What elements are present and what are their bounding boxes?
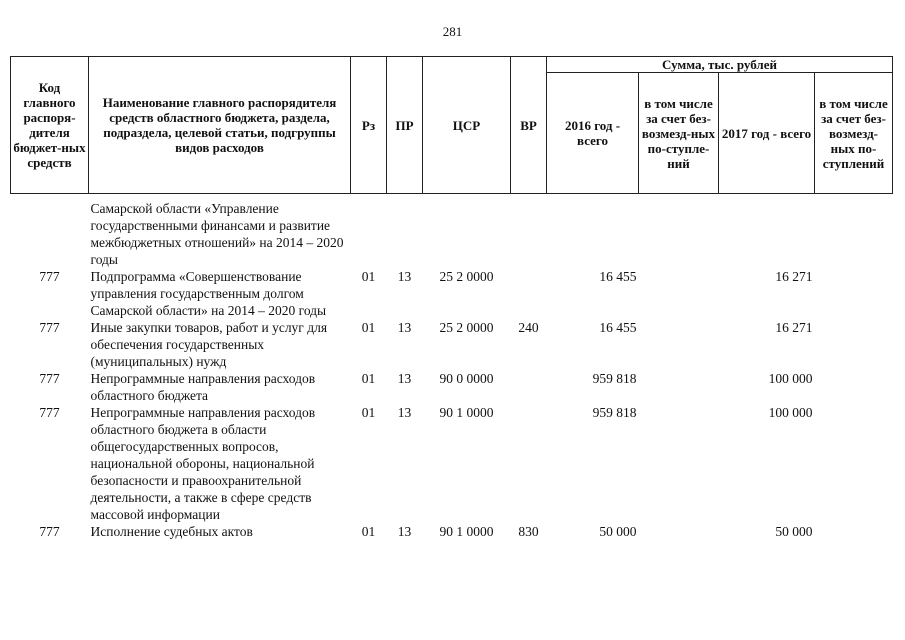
cell-2017-total: 16 271 bbox=[775, 269, 813, 284]
header-2017-grants: в том числе за счет без-возмезд-ных по-ступлений bbox=[815, 73, 893, 194]
cell-2016-total: 16 455 bbox=[599, 269, 637, 284]
cell-pr bbox=[387, 200, 423, 268]
cell-2017-grants bbox=[815, 319, 893, 370]
cell-2016-grants bbox=[639, 319, 719, 370]
cell-pr: 13 bbox=[397, 405, 412, 420]
cell-vr: 240 bbox=[518, 320, 539, 335]
table-row bbox=[11, 523, 893, 540]
cell-2017-total: 50 000 bbox=[775, 524, 813, 539]
cell-2017-grants bbox=[815, 200, 893, 268]
cell-name: Исполнение судебных актов bbox=[90, 524, 253, 539]
cell-2017-total: 100 000 bbox=[768, 371, 813, 386]
cell-2016-total: 16 455 bbox=[599, 320, 637, 335]
table-row bbox=[11, 404, 893, 523]
cell-vr bbox=[511, 200, 547, 268]
cell-2016-grants bbox=[639, 370, 719, 404]
cell-csr bbox=[423, 200, 511, 268]
header-pr: ПР bbox=[387, 57, 423, 194]
cell-csr: 90 1 0000 bbox=[439, 405, 494, 420]
header-2017-total: 2017 год - всего bbox=[719, 73, 815, 194]
cell-name: Самарской области «Управление государственными финансами и развитие межбюджетных отношений» на 2014 – 2020 годы bbox=[90, 201, 344, 267]
table-row bbox=[11, 370, 893, 404]
header-2016-grants: в том числе за счет без-возмезд-ных по-ступле-ний bbox=[639, 73, 719, 194]
cell-2016-grants bbox=[639, 268, 719, 319]
cell-code: 777 bbox=[39, 524, 60, 539]
header-rz: Рз bbox=[351, 57, 387, 194]
cell-code bbox=[11, 200, 89, 268]
header-sum-group: Сумма, тыс. рублей bbox=[547, 57, 893, 73]
header-code: Код главного распоря-дителя бюджет-ных средств bbox=[11, 57, 89, 194]
header-csr: ЦСР bbox=[423, 57, 511, 194]
cell-rz: 01 bbox=[361, 405, 376, 420]
cell-2017-grants bbox=[815, 523, 893, 540]
header-name: Наименование главного распорядителя средств областного бюджета, раздела, подраздела, целевой статьи, подгруппы видов расходов bbox=[89, 57, 351, 194]
cell-2016-grants bbox=[639, 404, 719, 523]
cell-csr: 90 0 0000 bbox=[439, 371, 494, 386]
cell-pr: 13 bbox=[397, 320, 412, 335]
table-header bbox=[11, 57, 893, 194]
cell-code: 777 bbox=[39, 320, 60, 335]
table-body bbox=[11, 194, 893, 541]
cell-vr bbox=[511, 370, 547, 404]
cell-rz: 01 bbox=[361, 371, 376, 386]
cell-2017-total: 16 271 bbox=[775, 320, 813, 335]
cell-2016-total: 50 000 bbox=[599, 524, 637, 539]
cell-name: Непрограммные направления расходов областного бюджета в области общегосударственных вопросов, национальной обороны, национальной безопасности и правоохранительной деятельности, а также в сфере средств массовой информации bbox=[90, 405, 316, 522]
cell-2017-total bbox=[719, 200, 815, 268]
cell-vr bbox=[511, 268, 547, 319]
cell-code: 777 bbox=[39, 371, 60, 386]
cell-name: Непрограммные направления расходов областного бюджета bbox=[90, 371, 316, 403]
cell-csr: 90 1 0000 bbox=[439, 524, 494, 539]
table-row bbox=[11, 319, 893, 370]
cell-2017-grants bbox=[815, 404, 893, 523]
cell-csr: 25 2 0000 bbox=[439, 269, 494, 284]
cell-rz: 01 bbox=[361, 524, 376, 539]
cell-2016-grants bbox=[639, 523, 719, 540]
budget-table bbox=[10, 56, 893, 540]
cell-csr: 25 2 0000 bbox=[439, 320, 494, 335]
cell-2017-grants bbox=[815, 268, 893, 319]
cell-2017-total: 100 000 bbox=[768, 405, 813, 420]
cell-pr: 13 bbox=[397, 269, 412, 284]
cell-2016-total: 959 818 bbox=[592, 371, 637, 386]
cell-pr: 13 bbox=[397, 371, 412, 386]
cell-rz: 01 bbox=[361, 269, 376, 284]
cell-rz: 01 bbox=[361, 320, 376, 335]
header-vr: ВР bbox=[511, 57, 547, 194]
cell-2016-grants bbox=[639, 200, 719, 268]
table-row bbox=[11, 200, 893, 268]
cell-rz bbox=[351, 200, 387, 268]
cell-code: 777 bbox=[39, 269, 60, 284]
cell-2017-grants bbox=[815, 370, 893, 404]
page-number: 281 bbox=[442, 24, 463, 39]
header-2016-total: 2016 год - всего bbox=[547, 73, 639, 194]
cell-pr: 13 bbox=[397, 524, 412, 539]
cell-vr bbox=[511, 404, 547, 523]
cell-code: 777 bbox=[39, 405, 60, 420]
cell-name: Иные закупки товаров, работ и услуг для обеспечения государственных (муниципальных) нужд bbox=[90, 320, 328, 369]
cell-name: Подпрограмма «Совершенствование управления государственным долгом Самарской области» на 2014 – 2020 годы bbox=[90, 269, 327, 318]
cell-vr: 830 bbox=[518, 524, 539, 539]
cell-2016-total bbox=[547, 200, 639, 268]
cell-2016-total: 959 818 bbox=[592, 405, 637, 420]
table-row bbox=[11, 268, 893, 319]
